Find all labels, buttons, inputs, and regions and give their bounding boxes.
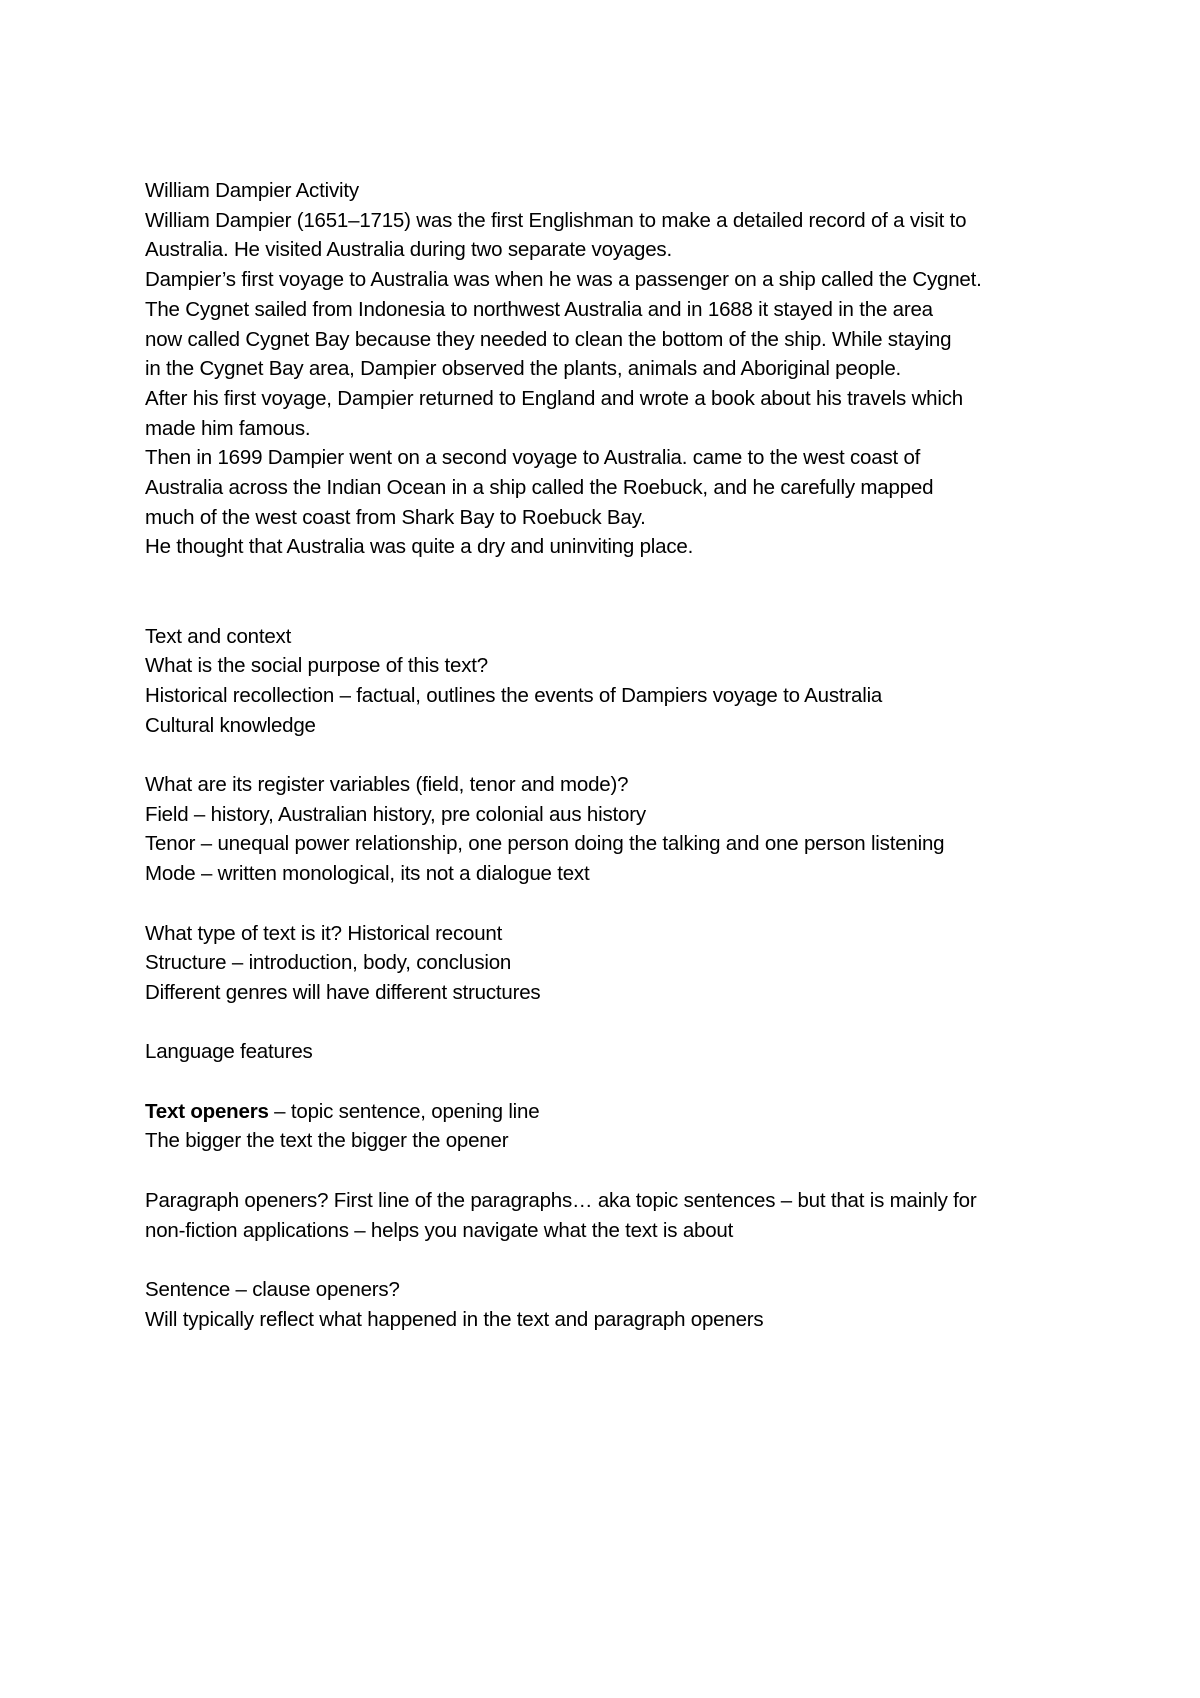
- genres-line: Different genres will have different structures: [145, 980, 541, 1004]
- purpose-answer: Cultural knowledge: [145, 713, 316, 737]
- document-title: William Dampier Activity: [145, 179, 359, 202]
- register-field: Field – history, Australian history, pre colonial aus history: [145, 802, 646, 826]
- paragraph-openers-line: non-fiction applications – helps you navigate what the text is about: [145, 1218, 734, 1242]
- passage-line: William Dampier (1651–1715) was the first Englishman to make a detailed record of a visit to: [145, 208, 967, 232]
- spacer: [145, 1245, 1085, 1275]
- passage-line: After his first voyage, Dampier returned to England and wrote a book about his travels which: [145, 386, 963, 410]
- register-tenor: Tenor – unequal power relationship, one person doing the talking and one person listening: [145, 832, 945, 856]
- text-openers-line: [145, 1097, 1085, 1127]
- structure-line: Structure – introduction, body, conclusion: [145, 951, 512, 975]
- sentence-openers-line: Sentence – clause openers?: [145, 1277, 400, 1301]
- type-question: What type of text is it? Historical recount: [145, 921, 503, 945]
- text-context-section: [145, 622, 1085, 1038]
- spacer: [145, 889, 1085, 919]
- spacer: [145, 562, 1085, 621]
- passage-line: in the Cygnet Bay area, Dampier observed the plants, animals and Aboriginal people.: [145, 357, 902, 381]
- purpose-question: What is the social purpose of this text?: [145, 654, 488, 678]
- passage-line: The Cygnet sailed from Indonesia to northwest Australia and in 1688 it stayed in the area: [145, 297, 933, 321]
- purpose-answer: Historical recollection – factual, outlines the events of Dampiers voyage to Australia: [145, 683, 883, 707]
- section-heading: Language features: [145, 1040, 313, 1064]
- passage-line: Then in 1699 Dampier went on a second voyage to Australia. came to the west coast of: [145, 446, 921, 470]
- spacer: [145, 1067, 1085, 1097]
- register-mode: Mode – written monological, its not a dialogue text: [145, 862, 590, 886]
- spacer: [145, 1156, 1085, 1186]
- passage-line: Australia across the Indian Ocean in a ship called the Roebuck, and he carefully mapped: [145, 476, 934, 500]
- passage-line: Dampier’s first voyage to Australia was when he was a passenger on a ship called the Cygnet.: [145, 268, 982, 292]
- passage-line: now called Cygnet Bay because they needed to clean the bottom of the ship. While staying: [145, 327, 952, 351]
- spacer: [145, 1008, 1085, 1038]
- passage-line: much of the west coast from Shark Bay to Roebuck Bay.: [145, 505, 646, 529]
- passage: [145, 206, 1085, 562]
- passage-line: Australia. He visited Australia during two separate voyages.: [145, 238, 672, 262]
- section-heading: Text and context: [145, 624, 292, 648]
- text-openers-description: – topic sentence, opening line: [268, 1099, 540, 1123]
- sentence-reflect-line: Will typically reflect what happened in the text and paragraph openers: [145, 1307, 764, 1331]
- paragraph-openers-line: Paragraph openers? First line of the paragraphs… aka topic sentences – but that is mainly for: [145, 1188, 977, 1212]
- register-question: What are its register variables (field, tenor and mode)?: [145, 773, 629, 797]
- passage-line: made him famous.: [145, 416, 311, 440]
- document-body: [145, 176, 1085, 1334]
- spacer: [145, 740, 1085, 770]
- passage-line: He thought that Australia was quite a dry and uninviting place.: [145, 535, 694, 559]
- bigger-text-line: The bigger the text the bigger the opener: [145, 1129, 509, 1153]
- language-features-section: [145, 1037, 1085, 1334]
- text-openers-label: Text openers: [145, 1099, 269, 1123]
